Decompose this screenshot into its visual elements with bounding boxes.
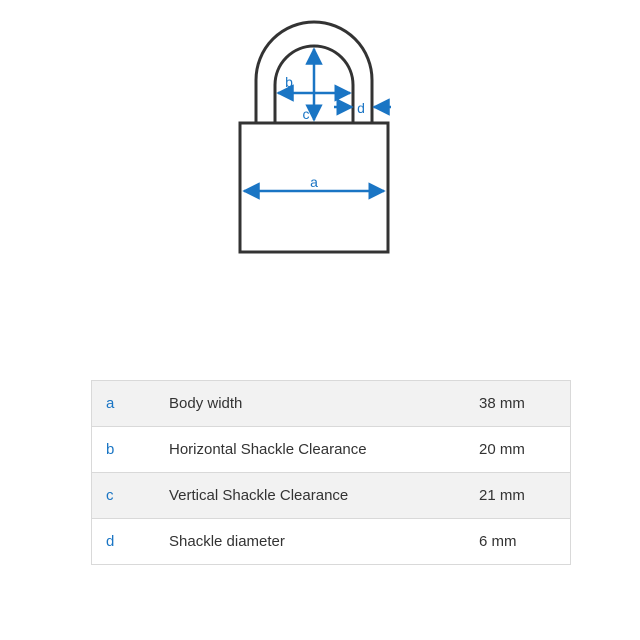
dimension-key: b (92, 427, 170, 473)
dimension-key: d (92, 519, 170, 565)
dimension-c-label: c (302, 106, 310, 122)
dimension-name: Shackle diameter (169, 519, 479, 565)
specs-table (91, 380, 571, 565)
dimension-key: c (92, 473, 170, 519)
table-row (92, 473, 571, 519)
dimension-value: 21 mm (479, 473, 571, 519)
table-row (92, 519, 571, 565)
table-row (92, 381, 571, 427)
padlock-diagram (0, 0, 640, 270)
padlock-drawing (0, 0, 640, 270)
dimension-name: Body width (169, 381, 479, 427)
dimension-value: 6 mm (479, 519, 571, 565)
dimension-d-label: d (357, 100, 365, 116)
dimension-b-label: b (285, 74, 293, 90)
dimension-name: Horizontal Shackle Clearance (169, 427, 479, 473)
dimension-a-label: a (310, 174, 318, 190)
dimension-name: Vertical Shackle Clearance (169, 473, 479, 519)
dimension-key: a (92, 381, 170, 427)
dimension-value: 38 mm (479, 381, 571, 427)
dimension-value: 20 mm (479, 427, 571, 473)
table-row (92, 427, 571, 473)
